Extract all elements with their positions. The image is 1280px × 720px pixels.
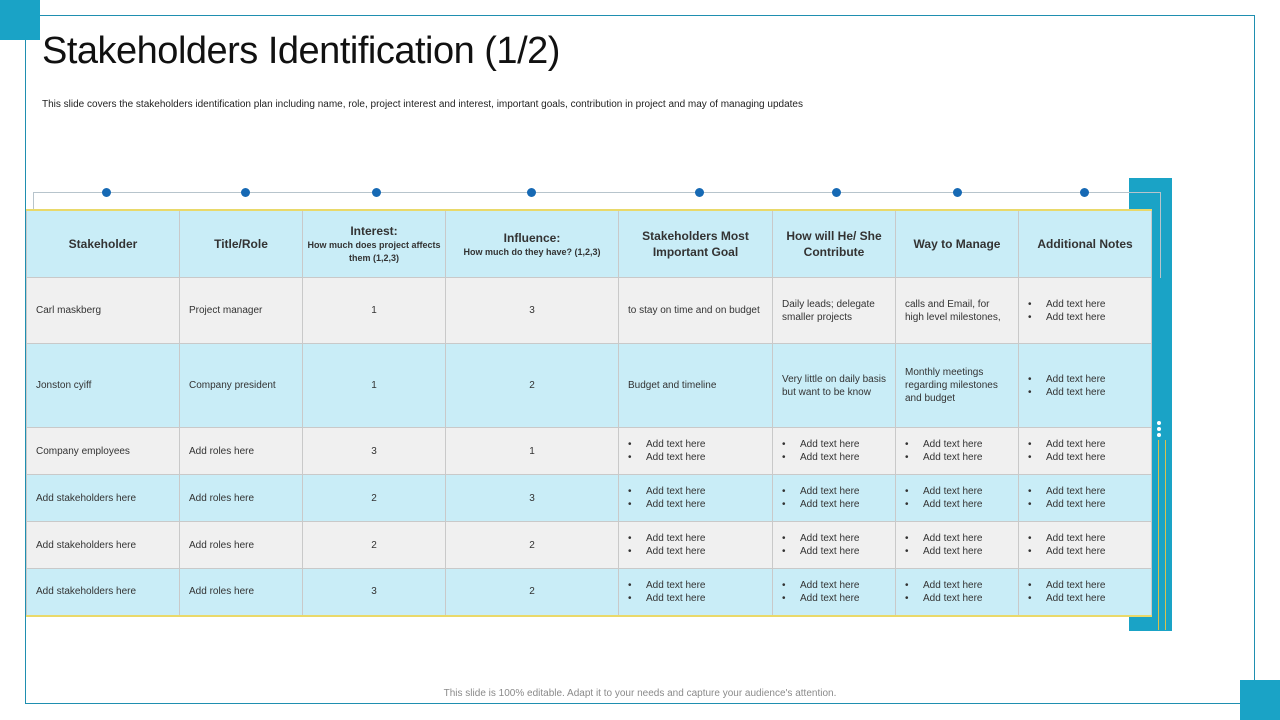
cell-interest: 3 xyxy=(303,569,446,616)
bullet-item: • Add text here xyxy=(1028,498,1142,511)
cell-role: Project manager xyxy=(180,278,303,344)
bullet-list xyxy=(782,438,886,464)
bullet-item: • Add text here xyxy=(1028,373,1142,386)
cell-stakeholder: Jonston cyiff xyxy=(27,344,180,428)
bullet-item: • Add text here xyxy=(628,438,763,451)
cell-manage xyxy=(896,522,1019,569)
bullet-list xyxy=(628,438,763,464)
timeline-dot xyxy=(695,188,704,197)
bullet-item: • Add text here xyxy=(1028,451,1142,464)
bullet-item: • Add text here xyxy=(905,451,1009,464)
cell-notes xyxy=(1019,569,1152,616)
table-row xyxy=(27,522,1152,569)
corner-decoration-top-left xyxy=(0,0,40,40)
table-row xyxy=(27,475,1152,522)
cell-manage xyxy=(896,475,1019,522)
page-subtitle: This slide covers the stakeholders identification plan including name, role, project interest and interest, important goals, contribution in project and may of managing updates xyxy=(42,99,803,110)
bullet-item: • Add text here xyxy=(1028,532,1142,545)
header-contribute: How will He/ She Contribute xyxy=(773,210,896,278)
header-manage: Way to Manage xyxy=(896,210,1019,278)
cell-notes xyxy=(1019,428,1152,475)
header-influence-sub: How much do they have? (1,2,3) xyxy=(463,246,601,257)
cell-notes xyxy=(1019,475,1152,522)
bullet-list xyxy=(628,579,763,605)
bullet-item: • Add text here xyxy=(628,451,763,464)
header-influence xyxy=(446,210,619,278)
accent-line xyxy=(1158,440,1159,630)
bullet-list xyxy=(1028,438,1142,464)
bullet-list xyxy=(905,438,1009,464)
cell-interest: 1 xyxy=(303,278,446,344)
cell-influence: 2 xyxy=(446,522,619,569)
timeline-dot xyxy=(527,188,536,197)
bullet-item: • Add text here xyxy=(782,545,886,558)
cell-manage xyxy=(896,428,1019,475)
cell-goal: to stay on time and on budget xyxy=(619,278,773,344)
bullet-item: • Add text here xyxy=(1028,592,1142,605)
bullet-list xyxy=(782,485,886,511)
cell-contribute xyxy=(773,475,896,522)
page-title: Stakeholders Identification (1/2) xyxy=(42,30,560,72)
timeline-dot xyxy=(241,188,250,197)
cell-goal: Budget and timeline xyxy=(619,344,773,428)
bullet-item: • Add text here xyxy=(628,545,763,558)
accent-dot xyxy=(1157,427,1161,431)
cell-stakeholder: Carl maskberg xyxy=(27,278,180,344)
bullet-item: • Add text here xyxy=(628,532,763,545)
cell-influence: 1 xyxy=(446,428,619,475)
cell-contribute: Daily leads; delegate smaller projects xyxy=(773,278,896,344)
bullet-item: • Add text here xyxy=(628,485,763,498)
stakeholder-table xyxy=(26,209,1152,617)
header-role: Title/Role xyxy=(180,210,303,278)
cell-influence: 2 xyxy=(446,344,619,428)
cell-manage: calls and Email, for high level milestones, xyxy=(896,278,1019,344)
cell-stakeholder: Add stakeholders here xyxy=(27,522,180,569)
bullet-item: • Add text here xyxy=(782,579,886,592)
header-goal: Stakeholders Most Important Goal xyxy=(619,210,773,278)
header-notes: Additional Notes xyxy=(1019,210,1152,278)
bullet-list xyxy=(905,579,1009,605)
bullet-item: • Add text here xyxy=(782,485,886,498)
cell-role: Company president xyxy=(180,344,303,428)
cell-manage xyxy=(896,569,1019,616)
timeline-dot xyxy=(1080,188,1089,197)
bullet-item: • Add text here xyxy=(905,545,1009,558)
cell-interest: 2 xyxy=(303,522,446,569)
bullet-item: • Add text here xyxy=(1028,545,1142,558)
timeline-dot xyxy=(953,188,962,197)
timeline-dot xyxy=(372,188,381,197)
header-interest-sub: How much does project affects them (1,2,3) xyxy=(307,240,441,263)
cell-contribute xyxy=(773,569,896,616)
bullet-item: • Add text here xyxy=(1028,386,1142,399)
bullet-item: • Add text here xyxy=(782,532,886,545)
bullet-item: • Add text here xyxy=(905,579,1009,592)
bullet-item: • Add text here xyxy=(782,592,886,605)
cell-contribute xyxy=(773,522,896,569)
accent-dot xyxy=(1157,421,1161,425)
bullet-list xyxy=(782,532,886,558)
table-row xyxy=(27,278,1152,344)
cell-interest: 1 xyxy=(303,344,446,428)
bullet-item: • Add text here xyxy=(628,498,763,511)
bullet-list xyxy=(782,579,886,605)
cell-role: Add roles here xyxy=(180,428,303,475)
bullet-item: • Add text here xyxy=(905,438,1009,451)
bullet-list xyxy=(1028,485,1142,511)
bullet-item: • Add text here xyxy=(905,498,1009,511)
cell-contribute: Very little on daily basis but want to be know xyxy=(773,344,896,428)
accent-line xyxy=(1165,440,1166,630)
bullet-item: • Add text here xyxy=(782,438,886,451)
table-header-row xyxy=(27,210,1152,278)
cell-role: Add roles here xyxy=(180,569,303,616)
accent-dot xyxy=(1157,433,1161,437)
header-interest-title: Interest: xyxy=(350,224,398,238)
table-row xyxy=(27,428,1152,475)
cell-stakeholder: Company employees xyxy=(27,428,180,475)
header-stakeholder: Stakeholder xyxy=(27,210,180,278)
cell-goal xyxy=(619,522,773,569)
bullet-item: • Add text here xyxy=(1028,579,1142,592)
bullet-list xyxy=(1028,579,1142,605)
cell-stakeholder: Add stakeholders here xyxy=(27,475,180,522)
bullet-list xyxy=(1028,532,1142,558)
cell-goal xyxy=(619,569,773,616)
cell-interest: 3 xyxy=(303,428,446,475)
timeline-dot xyxy=(832,188,841,197)
bullet-item: • Add text here xyxy=(782,498,886,511)
cell-influence: 2 xyxy=(446,569,619,616)
bullet-item: • Add text here xyxy=(905,592,1009,605)
table-row xyxy=(27,344,1152,428)
bullet-item: • Add text here xyxy=(782,451,886,464)
bullet-item: • Add text here xyxy=(1028,298,1142,311)
cell-notes xyxy=(1019,344,1152,428)
header-interest xyxy=(303,210,446,278)
table-row xyxy=(27,569,1152,616)
bullet-item: • Add text here xyxy=(1028,438,1142,451)
bullet-list xyxy=(905,532,1009,558)
bullet-item: • Add text here xyxy=(1028,485,1142,498)
bullet-list xyxy=(628,485,763,511)
bullet-list xyxy=(628,532,763,558)
cell-role: Add roles here xyxy=(180,475,303,522)
cell-goal xyxy=(619,428,773,475)
cell-goal xyxy=(619,475,773,522)
cell-role: Add roles here xyxy=(180,522,303,569)
bullet-item: • Add text here xyxy=(1028,311,1142,324)
cell-manage: Monthly meetings regarding milestones and budget xyxy=(896,344,1019,428)
bullet-item: • Add text here xyxy=(905,485,1009,498)
cell-influence: 3 xyxy=(446,475,619,522)
corner-decoration-bottom-right xyxy=(1240,680,1280,720)
cell-interest: 2 xyxy=(303,475,446,522)
bullet-list xyxy=(905,485,1009,511)
timeline-dot xyxy=(102,188,111,197)
cell-notes xyxy=(1019,522,1152,569)
bullet-list xyxy=(1028,298,1142,324)
cell-contribute xyxy=(773,428,896,475)
bullet-item: • Add text here xyxy=(628,579,763,592)
bullet-list xyxy=(1028,373,1142,399)
cell-stakeholder: Add stakeholders here xyxy=(27,569,180,616)
cell-notes xyxy=(1019,278,1152,344)
bullet-item: • Add text here xyxy=(628,592,763,605)
header-influence-title: Influence: xyxy=(503,230,561,245)
cell-influence: 3 xyxy=(446,278,619,344)
footer-note: This slide is 100% editable. Adapt it to your needs and capture your audience's attention. xyxy=(443,688,837,699)
bullet-item: • Add text here xyxy=(905,532,1009,545)
